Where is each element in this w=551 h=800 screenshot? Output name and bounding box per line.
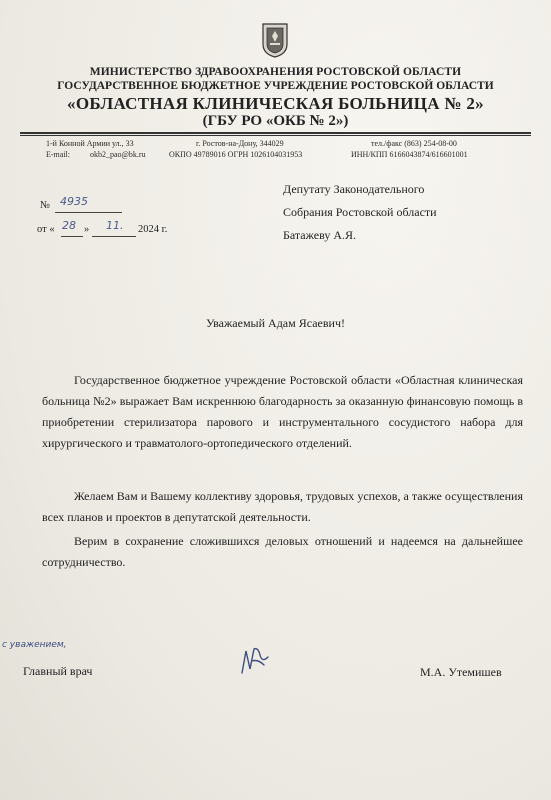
- addressee-line-2: Собрания Ростовской области: [283, 205, 437, 219]
- reg-day-close: »: [84, 224, 90, 235]
- header-divider: [20, 132, 531, 134]
- contact-address: 1-й Конной Армии ул., 33: [46, 139, 134, 148]
- paragraph-wishes: Желаем Вам и Вашему коллективу здоровья, трудовых успехов, а также осуществления всех планов и проектов в депутатской деятельности.: [42, 489, 523, 524]
- reg-year: 2024 г.: [138, 224, 168, 235]
- contact-inn: ИНН/КПП 6166043874/616601001: [351, 150, 468, 159]
- reg-date-prefix: от «: [37, 224, 55, 235]
- institution-short-name: (ГБУ РО «ОКБ № 2»): [202, 113, 349, 129]
- paragraph-cooperation: Верим в сохранение сложившихся деловых отношений и надеемся на дальнейшее сотрудничество.: [42, 534, 523, 569]
- ministry-title: МИНИСТЕРСТВО ЗДРАВООХРАНЕНИЯ РОСТОВСКОЙ ОБЛАСТИ: [89, 66, 462, 78]
- header-divider-thin: [20, 135, 531, 136]
- coat-of-arms-icon: [261, 22, 289, 58]
- reg-number-line: [55, 212, 122, 213]
- contact-email: okb2_pao@bk.ru: [90, 150, 146, 159]
- greeting: Уважаемый Адам Ясаевич!: [206, 316, 345, 330]
- reg-day: 28: [62, 219, 76, 232]
- signature-icon: [238, 643, 272, 679]
- contact-codes: ОКПО 49789016 ОГРН 1026104031953: [169, 150, 303, 159]
- contact-email-label: E-mail:: [46, 150, 70, 159]
- institution-name: «ОБЛАСТНАЯ КЛИНИЧЕСКАЯ БОЛЬНИЦА № 2»: [67, 94, 484, 113]
- reg-number-label: №: [40, 200, 51, 211]
- signatory-name: М.А. Утемишев: [420, 665, 502, 679]
- institution-type: ГОСУДАРСТВЕННОЕ БЮДЖЕТНОЕ УЧРЕЖДЕНИЕ РОСТОВСКОЙ ОБЛАСТИ: [57, 80, 494, 92]
- reg-month: 11.: [106, 219, 124, 232]
- addressee-line-1: Депутату Законодательного: [283, 182, 425, 196]
- reg-number: 4935: [60, 195, 88, 208]
- contact-city: г. Ростов-на-Дону, 344029: [196, 139, 284, 148]
- paragraph-gratitude: Государственное бюджетное учреждение Ростовской области «Областная клиническая больница №2» выражает Вам искреннюю благодарность за оказанную финансовую помощь в приобретении стерилизатора парового и инструментального сосудистого набора для хирургического и травматолого-ортопедического отделений.: [42, 373, 523, 450]
- reg-day-line: [61, 236, 83, 237]
- reg-month-line: [92, 236, 136, 237]
- signatory-role: Главный врач: [23, 664, 93, 678]
- contact-phone: тел./факс (863) 254-08-00: [371, 139, 457, 148]
- addressee-line-3: Батажеву А.Я.: [283, 228, 357, 242]
- handwritten-note: с уважением,: [2, 640, 67, 650]
